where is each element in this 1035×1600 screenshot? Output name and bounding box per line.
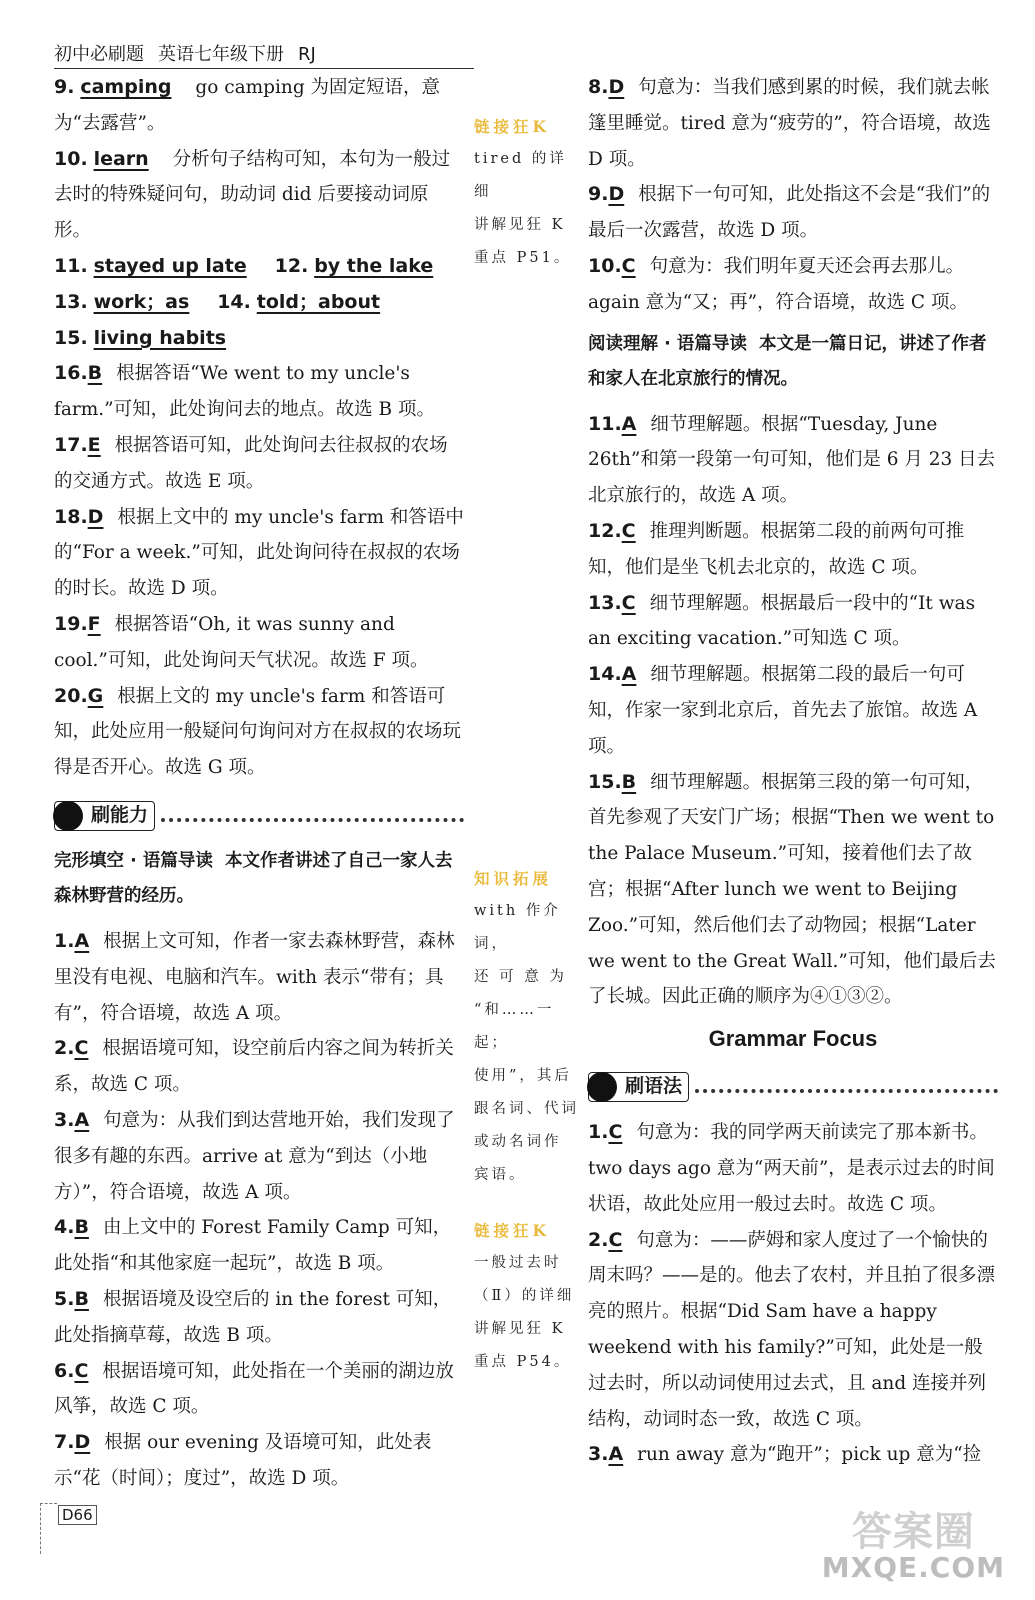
answer-item: 1.C 句意为：我的同学两天前读完了那本新书。two days ago 意为“两天前”，是表示过去的时间状语，故此处应用一般过去时。故选 C 项。 (588, 1121, 995, 1215)
answer-item: 15. living habits (54, 326, 227, 349)
answer-item: 2.C 根据语境可知，设空前后内容之间为转折关系，故选 C 项。 (54, 1037, 454, 1096)
answer-pair-row: 11. stayed up late 12. by the lake (54, 254, 434, 277)
answer-item: 15.B 细节理解题。根据第三段的第一句可知，首先参观了天安门广场；根据“Then we went to the Palace Museum.”可知，接着他们去了故宫；根据“After lunch we went to Beijing Zoo.”可知，然后他们去了动物园；根据“Later we went to the Great Wall.”可知，他们最后去了长城。因此正确的顺序为④①③②。 (588, 770, 996, 1008)
section-header (54, 796, 464, 836)
header-edition: RJ (298, 44, 316, 65)
answer-item: 5.B 根据语境及设空后的 in the forest 可知，此处指摘草莓，故选 B 项。 (54, 1287, 452, 1346)
answer-item: 17.E 根据答语可知，此处询问去往叔叔的农场的交通方式。故选 E 项。 (54, 433, 448, 492)
answer-item: 16.B 根据答语“We went to my uncle's farm.”可知，此处询问去的地点。故选 B 项。 (54, 362, 435, 421)
answer-item: 9. camping go camping 为固定短语，意为“去露营”。 (54, 76, 441, 134)
answer-item: 3.A run away 意为“跑开”；pick up 意为“捡 (588, 1443, 982, 1466)
header-subject: 英语七年级下册 (158, 44, 284, 65)
answer-item: 10. learn 分析句子结构可知，本句为一般过去时的特殊疑问句，助动词 did 后要接动词原形。 (54, 147, 451, 242)
dotted-divider (161, 818, 464, 822)
answer-item: 4.B 由上文中的 Forest Family Camp 可知，此处指“和其他家庭一起玩”，故选 B 项。 (54, 1216, 452, 1275)
section-badge: 刷语法 (588, 1072, 689, 1102)
answer-item: 12.C 推理判断题。根据第二段的前两句可推知，他们是坐飞机去北京的，故选 C 项。 (588, 519, 965, 578)
answer-item: 11.A 细节理解题。根据“Tuesday, June 26th”和第一段第一句可知，他们是 6 月 23 日去北京旅行的，故选 A 项。 (588, 412, 996, 507)
side-note-knowledge: 知识拓展 with 作介词， 还 可 意 为 “和……一起； 使用”，其后 跟名词、代词 或动名词作 宾语。 (474, 869, 579, 1183)
answer-item: 3.A 句意为：从我们到达营地开始，我们发现了很多有趣的东西。arrive at 意为“到达（小地方）”，符合语境，故选 A 项。 (54, 1108, 455, 1203)
header-book: 初中必刷题 (54, 44, 144, 65)
page-header (54, 40, 474, 69)
watermark: 答案圈 MXQE.COM (821, 1509, 1005, 1584)
answer-item: 1.A 根据上文可知，作者一家去森林野营，森林里没有电视、电脑和汽车。with 表示“带有；具有”，符合语境，故选 A 项。 (54, 929, 455, 1024)
dotted-divider (695, 1089, 998, 1093)
answer-item: 9.D 根据下一句可知，此处指这不会是“我们”的最后一次露营，故选 D 项。 (588, 183, 991, 242)
answer-pair-row: 13. work；as 14. told；about (54, 290, 381, 313)
answer-item: 8.D 句意为：当我们感到累的时候，我们就去帐篷里睡觉。tired 意为“疲劳的”，符合语境，故选 D 项。 (588, 76, 991, 170)
answer-item: 14.A 细节理解题。根据第二段的最后一句可知，作家一家到北京后，首先去了旅馆。故选 A 项。 (588, 663, 978, 757)
passage-guide: 完形填空 · 语篇导读 本文作者讲述了自己一家人去森林野营的经历。 (54, 850, 453, 906)
brush-icon (587, 1072, 617, 1102)
answer-item: 13.C 细节理解题。根据最后一段中的“It was an exciting vacation.”可知选 C 项。 (588, 591, 976, 650)
answer-item: 10.C 句意为：我们明年夏天还会再去那儿。again 意为“又；再”，符合语境，故选 C 项。 (588, 254, 968, 313)
answer-item: 18.D 根据上文中的 my uncle's farm 和答语中的“For a week.”可知，此处询问待在叔叔的农场的时长。故选 D 项。 (54, 505, 464, 600)
answer-item: 7.D 根据 our evening 及语境可知，此处表示“花（时间）；度过”，故选 D 项。 (54, 1431, 432, 1489)
page-number: D66 (58, 1505, 97, 1525)
footer-corner-mark (40, 1503, 57, 1554)
answer-item: 20.G 根据上文的 my uncle's farm 和答语可知，此处应用一般疑问句询问对方在叔叔的农场玩得是否开心。故选 G 项。 (54, 684, 462, 779)
answer-item: 2.C 句意为：——萨姆和家人度过了一个愉快的周末吗？——是的。他去了农村，并且拍了很多漂亮的照片。根据“Did Sam have a happy weekend with his family?”可知，此处是一般过去时，所以动词使用过去式，且 and 连接并列结构，动词时态一致，故选 C 项。 (588, 1228, 996, 1430)
right-column (588, 70, 998, 1473)
grammar-focus-title: Grammar Focus (708, 1026, 878, 1052)
section-badge: 刷能力 (54, 801, 155, 831)
brush-icon (53, 801, 83, 831)
left-column (54, 70, 464, 1497)
section-header (588, 1067, 998, 1107)
side-note-link: 链接狂K tired 的详细 讲解见狂 K 重点 P51。 (474, 117, 572, 266)
passage-guide: 阅读理解 · 语篇导读 本文是一篇日记，讲述了作者和家人在北京旅行的情况。 (588, 333, 987, 389)
answer-item: 19.F 根据答语“Oh, it was sunny and cool.”可知，此处询问天气状况。故选 F 项。 (54, 612, 429, 671)
answer-item: 6.C 根据语境可知，此处指在一个美丽的湖边放风筝，故选 C 项。 (54, 1359, 454, 1418)
side-note-link: 链接狂K 一般过去时 （Ⅱ）的详细 讲解见狂 K 重点 P54。 (474, 1221, 575, 1370)
